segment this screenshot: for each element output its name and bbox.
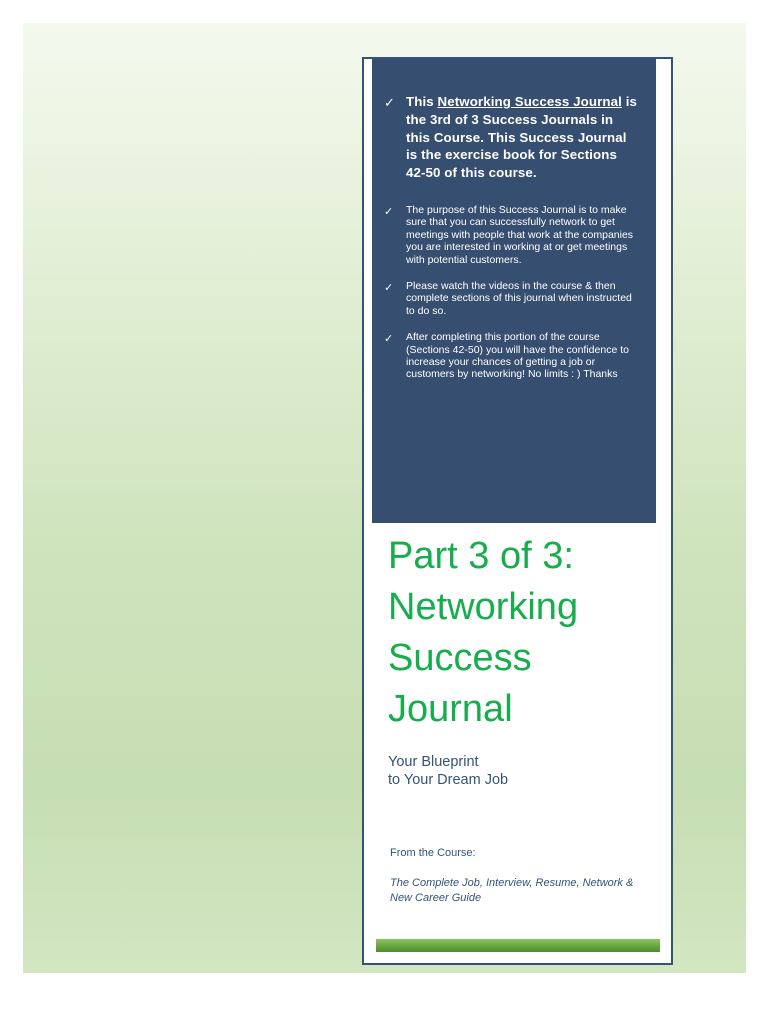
list-item <box>384 204 638 266</box>
checkmark-icon: ✓ <box>384 332 394 346</box>
checkmark-icon: ✓ <box>384 281 394 295</box>
list-item <box>384 331 638 381</box>
journal-name: Networking Success Journal <box>437 94 622 109</box>
course-name: The Complete Job, Interview, Resume, Network & New Career Guide <box>390 877 634 904</box>
bullet-text: Please watch the videos in the course & then complete sections of this journal when instructed to do so. <box>406 280 632 317</box>
page-background <box>23 23 746 973</box>
checkmark-icon: ✓ <box>384 204 394 218</box>
list-item <box>384 93 638 182</box>
intro-text: This Networking Success Journal is the 3rd of 3 Success Journals in this Course. This Success Journal is the exercise book for Sections 42-50 of this course. <box>406 94 638 181</box>
bullet-text: The purpose of this Success Journal is to make sure that you can successfully network to get meetings with people that work at the companies you are interested in working at or get meetings with potential customers. <box>406 203 634 266</box>
decorative-bar <box>376 939 660 952</box>
list-item <box>384 280 638 317</box>
from-course-label: From the Course: <box>390 847 476 859</box>
checkmark-icon: ✓ <box>384 96 395 111</box>
summary-panel <box>372 59 656 523</box>
document-title: Part 3 of 3: Networking Success Journal <box>388 535 579 730</box>
document-subtitle: Your Blueprint to Your Dream Job <box>388 754 509 788</box>
sidebar <box>362 57 673 965</box>
bullet-text: After completing this portion of the course (Sections 42-50) you will have the confidence to increase your chances of getting a job or customers by networking! No limits : ) Thanks <box>406 331 629 381</box>
